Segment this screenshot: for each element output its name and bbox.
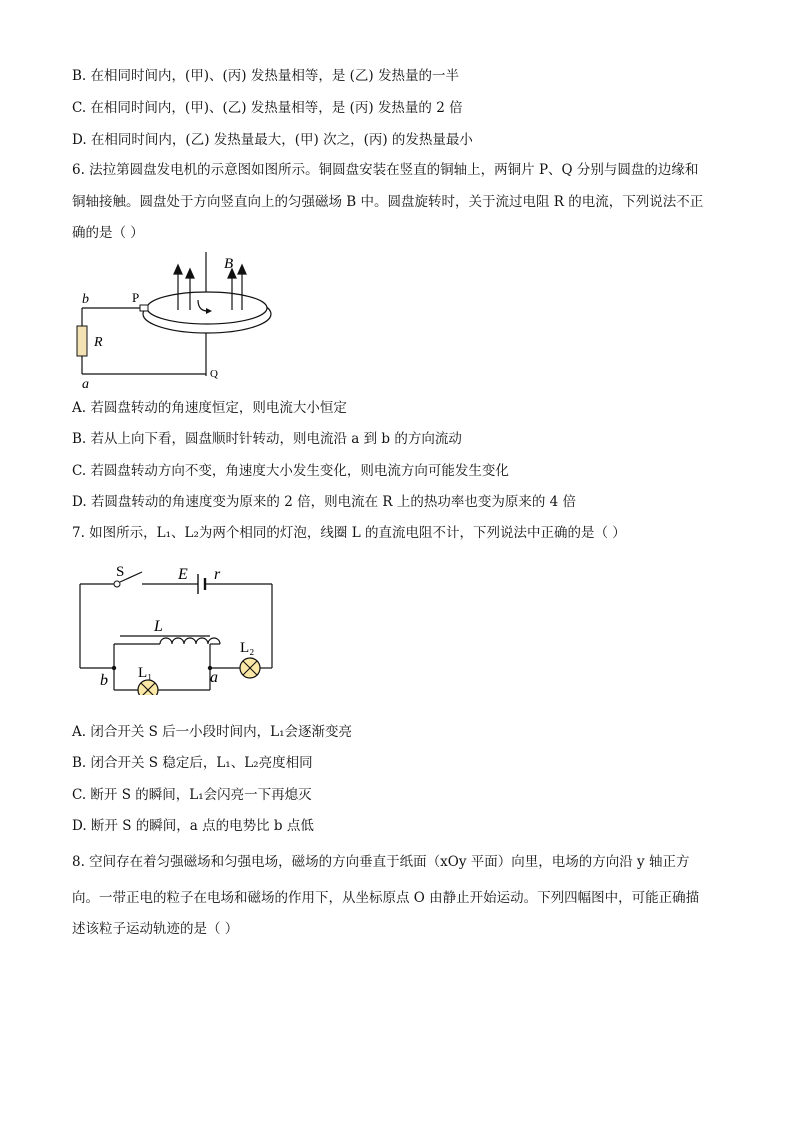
q7-option-a: A. 闭合开关 S 后一小段时间内，L₁会逐渐变亮 [72,724,353,740]
node-label-b: b [82,292,89,307]
switch-label: S [116,564,125,580]
q6-option-c: C. 若圆盘转动方向不变，角速度大小发生变化，则电流方向可能发生变化 [72,463,509,479]
q6-option-d: D. 若圆盘转动的角速度变为原来的 2 倍，则电流在 R 上的热功率也变为原来的 4 倍 [72,494,577,510]
switch-pivot [114,581,120,587]
inductor-label: L [154,618,163,635]
q6-option-b: B. 若从上向下看，圆盘顺时针转动，则电流沿 a 到 b 的方向流动 [72,431,462,447]
lamp-l2-label: L₂ [240,640,255,656]
emf-label: E [178,566,188,583]
field-label-b: B [224,256,234,272]
q7-option-d: D. 断开 S 的瞬间，a 点的电势比 b 点低 [72,818,314,834]
node-b-label: b [100,672,108,689]
q7-option-b: B. 闭合开关 S 稳定后，L₁、L₂亮度相同 [72,755,313,771]
lamp-l1 [138,680,158,695]
resistor [77,326,87,356]
q7-option-c: C. 断开 S 的瞬间，L₁会闪亮一下再熄灭 [72,787,312,803]
q5-option-b: B. 在相同时间内，(甲)、(丙) 发热量相等，是 (乙) 发热量的一半 [72,68,459,84]
faraday-disk-figure [70,248,290,388]
q8-stem-line-1: 8. 空间存在着匀强磁场和匀强电场，磁场的方向垂直于纸面（xOy 平面）向里，电场的方向沿 y 轴正方 [72,854,690,870]
q6-stem-line-2: 铜轴接触。圆盘处于方向竖直向上的匀强磁场 B 中。圆盘旋转时，关于流过电阻 R 的电流，下列说法不正 [72,194,704,210]
q7-stem: 7. 如图所示，L₁、L₂为两个相同的灯泡，线圈 L 的直流电阻不计，下列说法中正确的是（ ） [72,525,626,541]
q6-stem-line-3: 确的是（ ） [72,225,144,241]
internal-resistance-label: r [214,566,221,583]
inductor-coil [160,638,220,644]
lamp-l1-label: L₁ [138,665,153,681]
node-a-label: a [210,669,218,686]
q5-option-c: C. 在相同时间内，(甲)、(乙) 发热量相等，是 (丙) 发热量的 2 倍 [72,100,463,116]
resistor-label: R [94,335,103,350]
q8-stem-line-3: 述该粒子运动轨迹的是（ ） [72,921,239,937]
circuit-figure [72,560,292,695]
node-label-a: a [82,377,89,388]
q5-option-d: D. 在相同时间内，(乙) 发热量最大，(甲) 次之，(丙) 的发热量最小 [72,132,473,148]
brush-label-q: Q [210,368,218,380]
q8-stem-line-2: 向。一带正电的粒子在电场和磁场的作用下，从坐标原点 O 由静止开始运动。下列四幅图中，可能正确描 [72,890,700,906]
brush-label-p: P [132,290,140,305]
q6-stem-line-1: 6. 法拉第圆盘发电机的示意图如图所示。铜圆盘安装在竖直的铜轴上，两铜片 P、Q 分别与圆盘的边缘和 [72,162,699,178]
q6-option-a: A. 若圆盘转动的角速度恒定，则电流大小恒定 [72,400,347,416]
